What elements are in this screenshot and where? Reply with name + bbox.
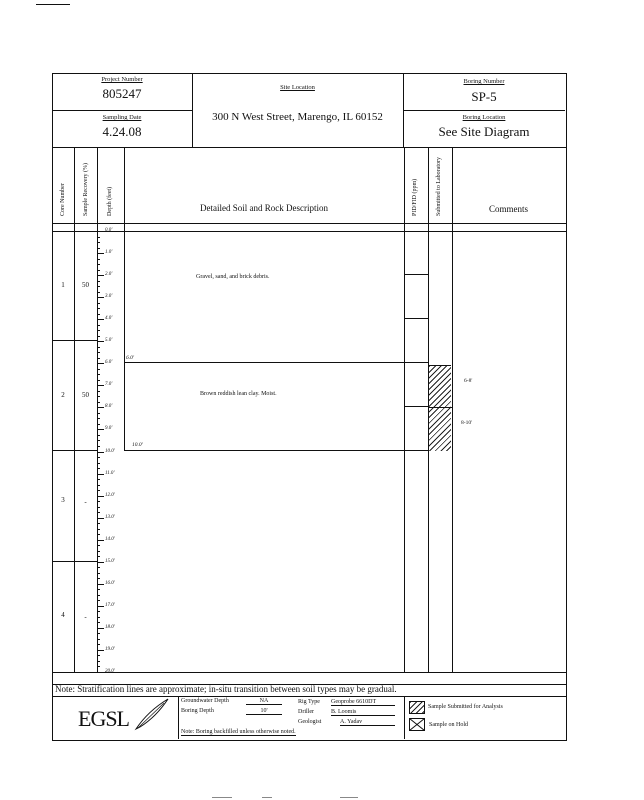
depth-tick: [97, 385, 104, 386]
boring-log-frame: [52, 73, 567, 741]
depth-tick: [97, 540, 104, 541]
depth-tick-label: 0.0': [105, 228, 113, 233]
depth-tick-label: 2.0': [105, 272, 113, 278]
depth-minor-tick: [97, 567, 100, 568]
rig-type: Geoprobe 6610DT: [331, 699, 395, 706]
depth-tick: [97, 231, 104, 232]
depth-minor-tick: [97, 600, 100, 601]
col-submitted: Submitted to Laboratory: [436, 157, 442, 216]
depth-minor-tick: [97, 644, 100, 645]
depth-tick: [97, 275, 104, 276]
depth-minor-tick: [97, 391, 100, 392]
depth-minor-tick: [97, 413, 100, 414]
depth-tick-label: 19.0': [105, 646, 115, 652]
depth-minor-tick: [97, 237, 100, 238]
depth-tick-label: 12.0': [105, 492, 115, 498]
depth-minor-tick: [97, 534, 100, 535]
depth-minor-tick: [97, 479, 100, 480]
core-1-recovery: 50: [82, 281, 89, 289]
depth-tick: [97, 319, 104, 320]
depth-tick-label: 20.0': [105, 669, 115, 674]
depth-minor-tick: [97, 314, 100, 315]
depth-minor-tick: [97, 507, 100, 508]
depth-tick: [97, 297, 104, 298]
depth-minor-tick: [97, 463, 100, 464]
depth-minor-tick: [97, 281, 100, 282]
depth-tick-label: 7.0': [105, 382, 113, 388]
geologist: A. Yadav: [340, 719, 395, 726]
col-sample-recovery: Sample Recovery (%): [83, 163, 89, 216]
core-1-number: 1: [61, 281, 65, 289]
scan-artifact: [340, 797, 358, 798]
stratum-1-description: Gravel, sand, and brick debris.: [196, 274, 270, 280]
groundwater-depth-label: Groundwater Depth: [181, 698, 229, 704]
sample-submitted-box: [429, 365, 451, 451]
depth-minor-tick: [97, 611, 100, 612]
legend-hold: Sample on Hold: [429, 722, 468, 728]
col-comments: Comments: [488, 204, 528, 214]
depth-minor-tick: [97, 330, 100, 331]
core-4-number: 4: [61, 611, 65, 619]
depth-minor-tick: [97, 639, 100, 640]
driller: B. Loomis: [331, 709, 395, 716]
depth-tick-label: 9.0': [105, 426, 113, 432]
depth-minor-tick: [97, 485, 100, 486]
depth-minor-tick: [97, 270, 100, 271]
depth-minor-tick: [97, 259, 100, 260]
depth-tick-label: 8.0': [105, 404, 113, 410]
depth-minor-tick: [97, 352, 100, 353]
stratum-boundary-10ft: [124, 450, 404, 451]
depth-tick-label: 15.0': [105, 558, 115, 564]
legend-analysis-icon: [409, 701, 425, 714]
depth-minor-tick: [97, 347, 100, 348]
depth-tick: [97, 650, 104, 651]
depth-minor-tick: [97, 336, 100, 337]
stratum-depth-6ft: 6.0': [126, 355, 135, 361]
depth-tick: [97, 496, 104, 497]
depth-minor-tick: [97, 655, 100, 656]
project-number-label: Project Number: [101, 76, 143, 83]
depth-tick: [97, 341, 104, 342]
depth-minor-tick: [97, 633, 100, 634]
depth-tick: [97, 584, 104, 585]
depth-tick: [97, 606, 104, 607]
depth-minor-tick: [97, 529, 100, 530]
depth-minor-tick: [97, 551, 100, 552]
sampling-date: 4.24.08: [102, 124, 142, 139]
core-3-number: 3: [61, 496, 65, 504]
depth-minor-tick: [97, 286, 100, 287]
stratum-2-description: Brown reddish lean clay. Moist.: [200, 391, 277, 397]
project-number: 805247: [102, 86, 142, 101]
depth-minor-tick: [97, 435, 100, 436]
depth-minor-tick: [97, 325, 100, 326]
depth-minor-tick: [97, 556, 100, 557]
col-description: Detailed Soil and Rock Description: [200, 203, 328, 213]
depth-minor-tick: [97, 595, 100, 596]
depth-minor-tick: [97, 589, 100, 590]
scan-artifact: [212, 797, 232, 798]
scan-artifact: [262, 797, 272, 798]
boring-number: SP-5: [471, 89, 497, 104]
col-depth: Depth (feet): [107, 186, 113, 216]
comment-sample-bottom: 8-10': [461, 420, 473, 426]
core-3-recovery: -: [84, 498, 87, 506]
site-location: 300 N West Street, Marengo, IL 60152: [212, 111, 383, 123]
depth-tick-label: 18.0': [105, 624, 115, 630]
boring-depth: 10': [246, 708, 282, 715]
depth-minor-tick: [97, 369, 100, 370]
site-location-label: Site Location: [280, 84, 315, 91]
top-mark: [36, 4, 70, 5]
depth-minor-tick: [97, 457, 100, 458]
driller-label: Driller: [298, 709, 314, 715]
depth-minor-tick: [97, 440, 100, 441]
depth-tick-label: 4.0': [105, 316, 113, 322]
col-core-number: Core Number: [60, 183, 66, 216]
depth-minor-tick: [97, 248, 100, 249]
depth-minor-tick: [97, 446, 100, 447]
depth-tick-label: 17.0': [105, 602, 115, 608]
depth-minor-tick: [97, 424, 100, 425]
depth-tick-label: 14.0': [105, 536, 115, 542]
boring-number-label: Boring Number: [463, 78, 505, 85]
depth-minor-tick: [97, 490, 100, 491]
depth-tick: [97, 363, 104, 364]
depth-minor-tick: [97, 380, 100, 381]
boring-location: See Site Diagram: [438, 124, 530, 139]
depth-minor-tick: [97, 617, 100, 618]
depth-minor-tick: [97, 523, 100, 524]
legend-analysis: Sample Submitted for Analysis: [428, 704, 503, 710]
depth-minor-tick: [97, 303, 100, 304]
depth-minor-tick: [97, 573, 100, 574]
depth-minor-tick: [97, 661, 100, 662]
comment-sample-top: 6-8': [464, 378, 473, 384]
depth-tick-label: 3.0': [105, 294, 113, 300]
depth-tick: [97, 518, 104, 519]
boring-depth-label: Boring Depth: [181, 708, 214, 714]
depth-minor-tick: [97, 264, 100, 265]
depth-tick-label: 10.0': [105, 448, 115, 454]
depth-minor-tick: [97, 358, 100, 359]
depth-minor-tick: [97, 578, 100, 579]
depth-tick-label: 16.0': [105, 580, 115, 586]
core-4-recovery: -: [84, 613, 87, 621]
groundwater-depth: NA: [246, 698, 282, 705]
core-2-number: 2: [61, 391, 65, 399]
depth-tick-label: 1.0': [105, 250, 113, 256]
leaf-logo-icon: [134, 697, 170, 731]
depth-minor-tick: [97, 396, 100, 397]
depth-minor-tick: [97, 545, 100, 546]
core-2-recovery: 50: [82, 391, 89, 399]
depth-tick: [97, 474, 104, 475]
depth-minor-tick: [97, 374, 100, 375]
depth-minor-tick: [97, 418, 100, 419]
stratum-depth-10ft: 10.0': [132, 442, 143, 448]
depth-tick: [97, 407, 104, 408]
stratum-boundary-6ft: [124, 362, 404, 363]
rig-type-label: Rig Type: [298, 699, 320, 705]
sampling-date-label: Sampling Date: [102, 114, 142, 121]
boring-location-label: Boring Location: [462, 114, 506, 121]
depth-tick-label: 13.0': [105, 514, 115, 520]
depth-tick-label: 11.0': [105, 470, 115, 476]
depth-tick: [97, 429, 104, 430]
geologist-label: Geologist: [298, 719, 322, 725]
legend-hold-icon: [409, 718, 425, 731]
depth-tick: [97, 562, 104, 563]
depth-minor-tick: [97, 666, 100, 667]
depth-tick: [97, 253, 104, 254]
depth-minor-tick: [97, 501, 100, 502]
depth-minor-tick: [97, 402, 100, 403]
depth-tick: [97, 452, 104, 453]
depth-minor-tick: [97, 512, 100, 513]
depth-minor-tick: [97, 468, 100, 469]
depth-tick: [97, 672, 104, 673]
depth-minor-tick: [97, 292, 100, 293]
col-pid: PID/FID (ppm): [412, 178, 418, 216]
depth-tick-label: 5.0': [105, 338, 113, 344]
depth-tick: [97, 628, 104, 629]
stratification-note: Note: Stratification lines are approximate; in-situ transition between soil types may be gradual.: [55, 684, 397, 694]
egsl-logo: EGSL: [78, 706, 129, 731]
depth-minor-tick: [97, 622, 100, 623]
depth-minor-tick: [97, 242, 100, 243]
backfill-note: Note: Boring backfilled unless otherwise noted.: [181, 729, 296, 735]
depth-minor-tick: [97, 308, 100, 309]
depth-tick-label: 6.0': [105, 360, 113, 366]
